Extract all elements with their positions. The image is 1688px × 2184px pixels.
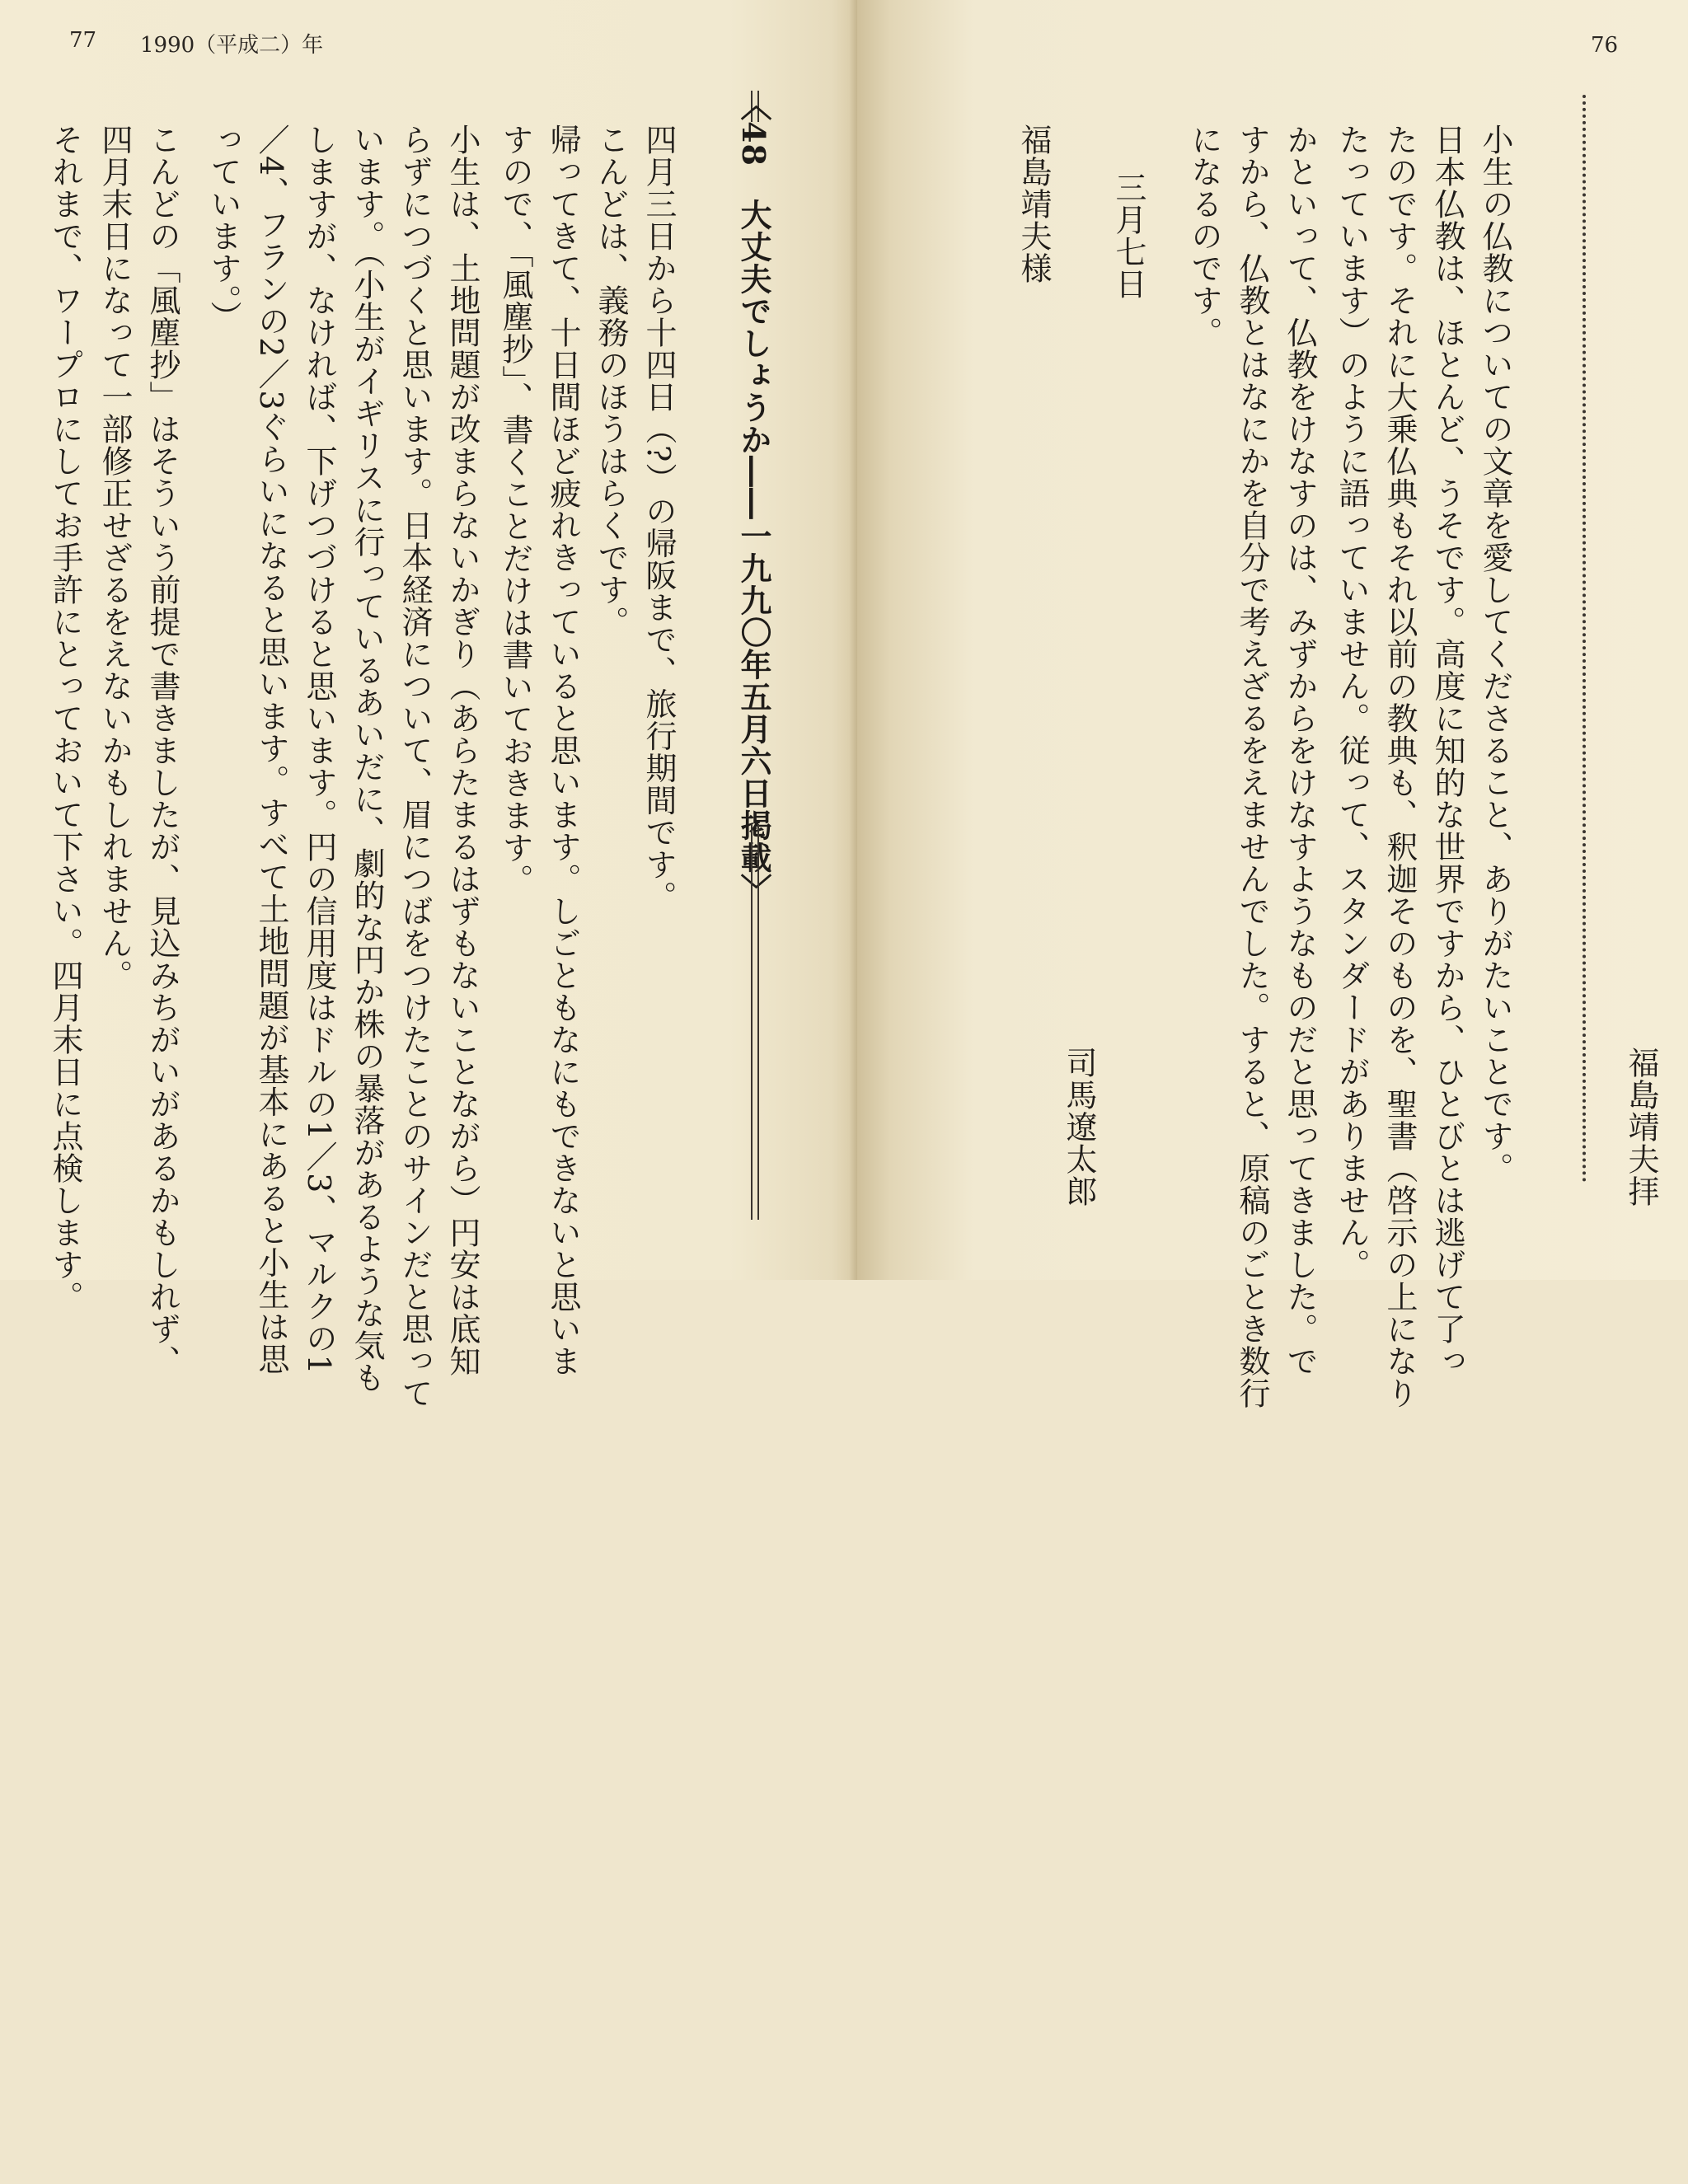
letter-dotted-rule-right — [1582, 95, 1586, 1183]
left-running-head: 1990（平成二）年 — [140, 33, 324, 58]
right-column-3: たのです。それに大乗仏典もそれ以前の教典も、釈迦そのものを、聖書（啓示の上になり — [1381, 124, 1418, 1409]
letter-addressee: 福島靖夫様 — [1015, 124, 1052, 284]
right-column-1: 小生の仏教についての文章を愛してくださること、ありがたいことです。 — [1477, 124, 1513, 1184]
letter-author: 司馬遼太郎 — [1061, 1047, 1097, 1207]
left-column-2: こんどは、義務のほうはらくです。 — [593, 124, 629, 638]
heading-rule-bottom — [751, 824, 759, 1220]
right-page — [857, 0, 1688, 1409]
left-column-5: 小生は、土地問題が改まらないかぎり（あらたまるはずもないことながら）円安は底知 — [444, 124, 481, 1377]
left-column-3: 帰ってきて、十日間ほど疲れきっていると思います。しごともなにもできないと思いま — [545, 124, 581, 1377]
right-column-6: すから、仏教とはなにかを自分で考えざるをえませんでした。すると、原稿のごとき数行 — [1234, 124, 1270, 1409]
article-heading: 〈48 大丈夫でしょうか――一九九〇年五月六日掲載〉 — [735, 89, 772, 906]
right-column-4: たっています）のように語っていません。従って、スタンダードがありません。 — [1334, 124, 1370, 1281]
left-column-7: います。（小生がイギリスに行っているあいだに、劇的な円か株の暴落があるような気も — [349, 124, 385, 1394]
left-column-9: ／4、フランの2／3ぐらいになると思います。すべて土地問題が基本にあると小生は思 — [253, 124, 289, 1376]
left-column-6: らずにつづくと思います。日本経済について、眉につばをつけたことのサインだと思って — [396, 124, 433, 1409]
left-page-number: 77 — [69, 28, 97, 53]
letter-date: 三月七日 — [1110, 171, 1146, 300]
right-column-2: 日本仏教は、ほとんど、うそです。高度に知的な世界ですから、ひとびとは逃げて了っ — [1429, 124, 1465, 1377]
left-column-13: それまで、ワープロにしてお手許にとっておいて下さい。四月末日に点検します。 — [47, 124, 83, 1313]
left-column-1: 四月三日から十四日（?）の帰阪まで、旅行期間です。 — [640, 124, 677, 913]
right-column-7: になるのです。 — [1186, 124, 1222, 349]
sender-signature: 福島靖夫拝 — [1623, 1047, 1659, 1207]
right-page-number: 76 — [1591, 33, 1619, 58]
right-column-5: かといって、仏教をけなすのは、みずからをけなすようなものだと思ってきました。で — [1282, 124, 1318, 1377]
left-column-12: 四月末日になって一部修正せざるをえないかもしれません。 — [96, 124, 133, 991]
left-column-11: こんどの「風塵抄」はそういう前提で書きましたが、見込みちがいがあるかもしれず、 — [144, 124, 181, 1377]
left-column-10: っています。） — [205, 124, 241, 333]
left-column-4: すので、「風塵抄」、書くことだけは書いておきます。 — [497, 124, 533, 896]
left-column-8: しますが、なければ、下げつづけると思います。円の信用度はドルの1／3、マルクの1 — [301, 124, 337, 1376]
left-page — [0, 0, 857, 1409]
